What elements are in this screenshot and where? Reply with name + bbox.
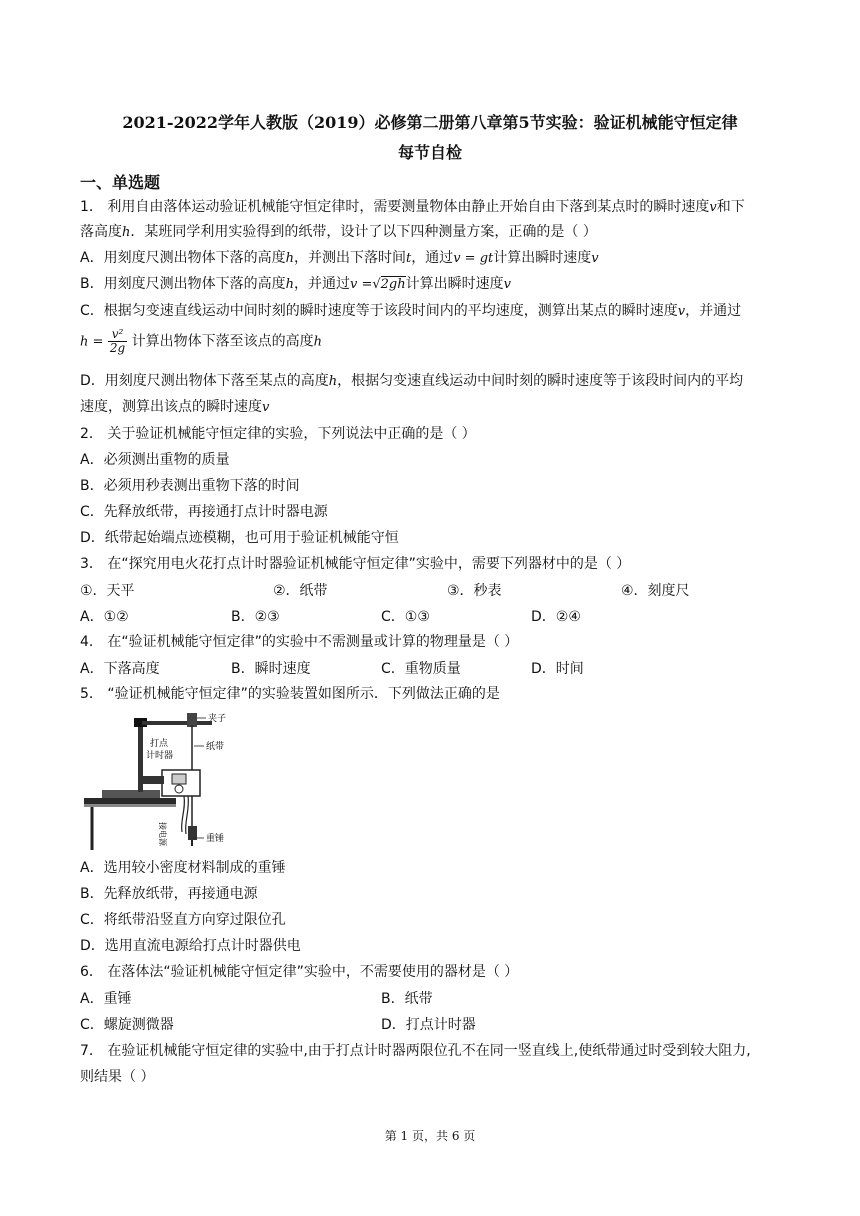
label-timer-2: 计时器: [146, 751, 174, 761]
q6-option-b: B．纸带: [381, 991, 433, 1007]
q3-item-2: ②．纸带: [273, 583, 328, 599]
table-edge: [84, 804, 176, 807]
q6-option-a: A．重锤: [80, 991, 132, 1007]
q5-option-a: A．选用较小密度材料制成的重锤: [80, 860, 286, 876]
q5-option-b: B．先释放纸带，再接通电源: [80, 886, 258, 902]
q5-option-c: C．将纸带沿竖直方向穿过限位孔: [80, 912, 286, 928]
power-wires: [182, 796, 185, 832]
q3-option-a: A．①②: [80, 609, 129, 625]
q3-stem: 3． 在“探究用电火花打点计时器验证机械能守恒定律”实验中，需要下列器材中的是（ ）: [80, 556, 631, 572]
q3-option-d: D．②④: [531, 609, 581, 625]
q2-option-c: C．先释放纸带，再接通打点计时器电源: [80, 504, 328, 520]
q3-option-b: B．②③: [231, 609, 280, 625]
q3-item-3: ③．秒表: [447, 583, 502, 599]
q1-stem-line1: 1． 利用自由落体运动验证机械能守恒定律时，需要测量物体由静止开始自由下落到某点时的瞬时速度v和下: [80, 199, 745, 215]
clip: [187, 713, 197, 727]
q3-item-1: ①．天平: [80, 583, 135, 599]
q2-option-a: A．必须测出重物的质量: [80, 452, 230, 468]
q4-option-a: A．下落高度: [80, 661, 160, 677]
table-top: [84, 798, 176, 804]
section-heading: 一、单选题: [80, 173, 161, 192]
q1-option-c-line2: h = $\frac{\text{v²}}{2g}$ 计算出物体下落至该点的高度h: [80, 327, 323, 355]
q3-option-c: C．①③: [381, 609, 430, 625]
stand-base: [102, 790, 160, 798]
formula-fraction: $\frac{\text{v²}}{2g}$: [109, 327, 126, 355]
q6-option-d: D．打点计时器: [381, 1017, 476, 1033]
q5-stem: 5． “验证机械能守恒定律”的实验装置如图所示．下列做法正确的是: [80, 686, 500, 702]
document-title: 2021-2022学年人教版（2019）必修第二册第八章第5节实验：验证机械能守恒定律: [122, 113, 738, 132]
q6-stem: 6． 在落体法“验证机械能守恒定律”实验中，不需要使用的器材是（ ）: [80, 964, 519, 980]
q2-option-b: B．必须用秒表测出重物下落的时间: [80, 478, 300, 494]
formula-sqrt-2gh: v =√2gh: [349, 277, 406, 292]
formula-v-gt: v = gt: [453, 251, 494, 266]
page-footer: 第 1 页，共 6 页: [384, 1129, 476, 1143]
label-clip: 夹子: [208, 714, 227, 724]
label-timer-1: 打点: [150, 739, 169, 749]
q1-stem-line2: 落高度h．某班同学利用实验得到的纸带，设计了以下四种测量方案，正确的是（ ）: [80, 224, 597, 240]
q3-item-4: ④．刻度尺: [621, 583, 690, 599]
q4-stem: 4． 在“验证机械能守恒定律”的实验中不需测量或计算的物理量是（ ）: [80, 634, 519, 650]
q5-option-d: D．选用直流电源给打点计时器供电: [80, 938, 301, 954]
q1-option-a: A．用刻度尺测出物体下落的高度h，并测出下落时间t，通过v = gt计算出瞬时速度v: [80, 250, 599, 266]
q4-option-c: C．重物质量: [381, 661, 461, 677]
q1-option-d-line1: D．用刻度尺测出物体下落至某点的高度h，根据匀变速直线运动中间时刻的瞬时速度等于该段时间内的平均: [80, 373, 744, 389]
q2-option-d: D．纸带起始端点迹模糊，也可用于验证机械能守恒: [80, 530, 399, 546]
q4-option-b: B．瞬时速度: [231, 661, 311, 677]
horizontal-arm: [142, 721, 212, 725]
label-power: 接电源: [158, 822, 167, 846]
q2-stem: 2． 关于验证机械能守恒定律的实验，下列说法中正确的是（ ）: [80, 426, 476, 442]
q1-option-c-line1: C．根据匀变速直线运动中间时刻的瞬时速度等于该段时间内的平均速度，测算出某点的瞬时速度v，并通过: [80, 303, 742, 319]
experiment-apparatus-figure: [84, 710, 254, 852]
q7-stem-line1: 7． 在验证机械能守恒定律的实验中,由于打点计时器两限位孔不在同一竖直线上,使纸带通过时受到较大阻力,: [80, 1043, 751, 1059]
label-tape: 纸带: [206, 742, 225, 752]
timer-clamp: [142, 776, 164, 784]
q1-option-d-line2: 速度，测算出该点的瞬时速度v: [80, 399, 270, 415]
q1-option-b: B．用刻度尺测出物体下落的高度h，并通过v =√2gh计算出瞬时速度v: [80, 276, 511, 292]
document-subtitle: 每节自检: [397, 143, 462, 162]
q7-stem-line2: 则结果（ ）: [80, 1069, 155, 1085]
label-weight: 重锤: [206, 834, 225, 844]
q4-option-d: D．时间: [531, 661, 584, 677]
q6-option-c: C．螺旋测微器: [80, 1017, 174, 1033]
